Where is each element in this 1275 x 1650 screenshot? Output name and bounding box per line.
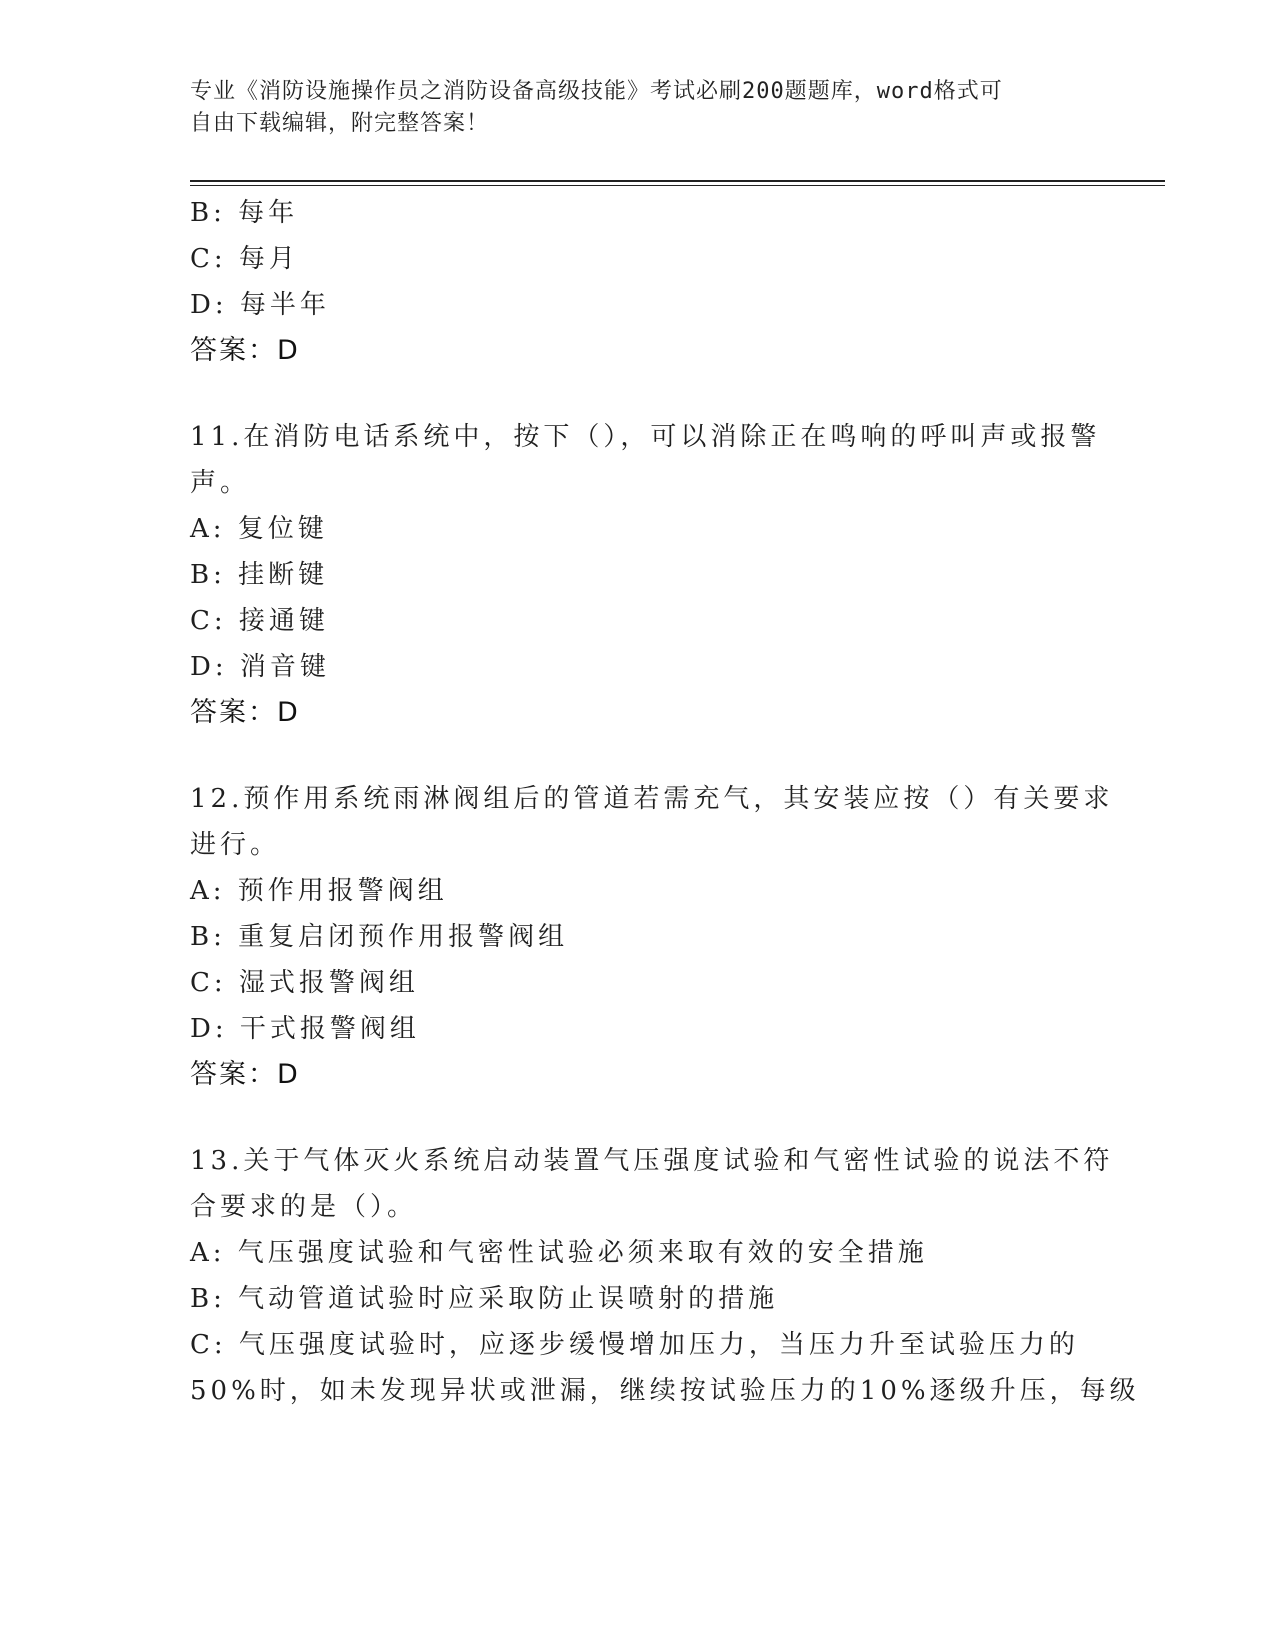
- header-line-2: 自由下载编辑，附完整答案！: [190, 111, 490, 136]
- partial-question: [190, 190, 1090, 374]
- answer-label: 答案：D: [190, 1059, 300, 1090]
- option-c: C: 气压强度试验时，应逐步缓慢增加压力，当压力升至试验压力的: [190, 1330, 1079, 1360]
- option-d: D: 消音键: [190, 652, 330, 682]
- answer-label: 答案：D: [190, 335, 300, 366]
- option-c: C: 湿式报警阀组: [190, 968, 419, 998]
- header-line-1: 专业《消防设施操作员之消防设备高级技能》考试必刷200题题库，word格式可: [190, 79, 1003, 104]
- option-c-continued: 50%时，如未发现异状或泄漏，继续按试验压力的10%逐级升压，每级: [190, 1376, 1140, 1406]
- option-a: A: 预作用报警阀组: [190, 876, 448, 906]
- option-b: B: 每年: [190, 198, 299, 228]
- question-stem-continued: 合要求的是（）。: [190, 1192, 418, 1222]
- spacer: [190, 1098, 1090, 1138]
- option-c: C: 每月: [190, 244, 299, 274]
- option-d: D: 干式报警阀组: [190, 1014, 420, 1044]
- option-b: B: 挂断键: [190, 560, 329, 590]
- question-stem: 11.在消防电话系统中，按下（），可以消除正在鸣响的呼叫声或报警: [190, 422, 1101, 452]
- header-divider-thin: [190, 185, 1165, 186]
- question-12: [190, 776, 1114, 1098]
- option-b: B: 气动管道试验时应采取防止误喷射的措施: [190, 1284, 779, 1314]
- option-a: A: 气压强度试验和气密性试验必须来取有效的安全措施: [190, 1238, 928, 1268]
- question-stem-continued: 声。: [190, 468, 251, 498]
- option-c: C: 接通键: [190, 606, 329, 636]
- question-stem-continued: 进行。: [190, 830, 281, 860]
- question-stem: 13.关于气体灭火系统启动装置气压强度试验和气密性试验的说法不符: [190, 1146, 1114, 1176]
- question-11: [190, 414, 1101, 736]
- spacer: [190, 374, 1090, 414]
- questions-content: [190, 190, 1140, 1414]
- question-13: [190, 1138, 1140, 1414]
- header-divider-thick: [190, 180, 1165, 182]
- spacer: [190, 736, 1090, 776]
- answer-label: 答案：D: [190, 697, 300, 728]
- document-header: [190, 76, 1090, 140]
- question-stem: 12.预作用系统雨淋阀组后的管道若需充气，其安装应按（）有关要求: [190, 784, 1114, 814]
- option-a: A: 复位键: [190, 514, 328, 544]
- option-d: D: 每半年: [190, 290, 330, 320]
- option-b: B: 重复启闭预作用报警阀组: [190, 922, 569, 952]
